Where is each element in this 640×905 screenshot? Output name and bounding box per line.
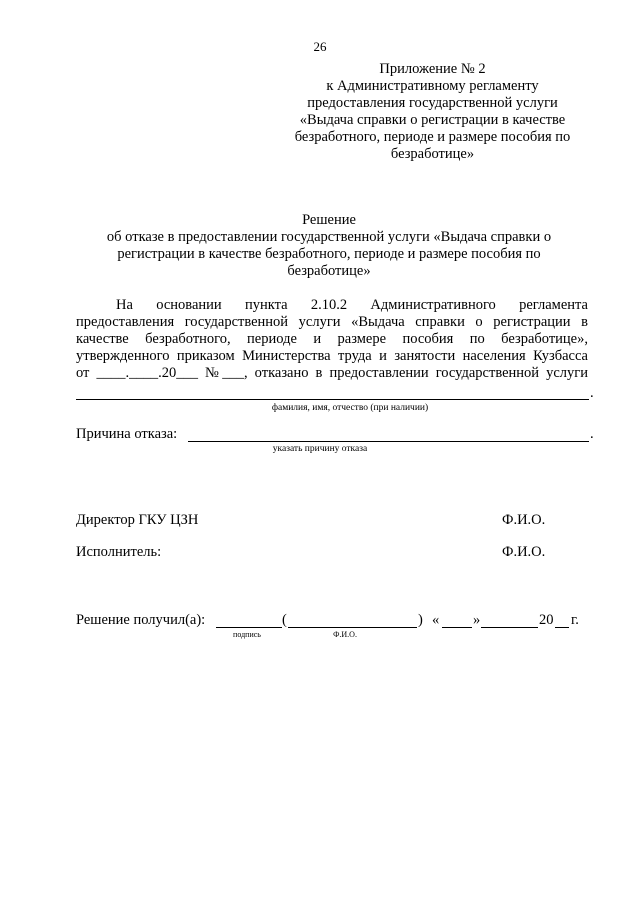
- fio-open-paren: (: [282, 612, 287, 628]
- body-line: утвержденного приказом Министерства труда и занятости населения Кузбасса: [76, 348, 588, 364]
- year-prefix: 20: [539, 612, 554, 628]
- director-fio: Ф.И.О.: [502, 512, 546, 528]
- title-line: регистрации в качестве безработного, периоде и размере пособия по: [117, 246, 541, 262]
- appendix-line: безработице»: [390, 146, 475, 162]
- page-number: 26: [313, 39, 327, 54]
- title-heading: Решение: [302, 212, 356, 228]
- appendix-line: безработного, периоде и размере пособия по: [294, 129, 571, 145]
- body-line: от ____.____.20___ №___, отказано в предоставлении государственной услуги: [76, 365, 588, 381]
- fio-short-caption: Ф.И.О.: [333, 630, 357, 639]
- fio-end-dot: .: [590, 385, 594, 401]
- signature-underline: [216, 627, 282, 628]
- executor-fio: Ф.И.О.: [502, 544, 546, 560]
- fio-underline: [76, 399, 589, 400]
- body-line: качестве безработного, периоде и размере пособия по безработице»,: [76, 331, 588, 347]
- appendix-line: к Административному регламенту: [326, 78, 539, 94]
- reason-caption: указать причину отказа: [272, 444, 368, 454]
- signature-caption: подпись: [233, 630, 261, 639]
- body-line: На основании пункта 2.10.2 Административного регламента: [116, 297, 588, 313]
- day-underline: [442, 627, 472, 628]
- date-quote-open: «: [432, 612, 440, 628]
- year-suffix: г.: [571, 612, 579, 628]
- received-label: Решение получил(а):: [76, 612, 206, 628]
- body-paragraph: [76, 297, 588, 382]
- appendix-line: Приложение № 2: [379, 61, 486, 77]
- fio-close-paren: ): [418, 612, 423, 628]
- title-line: безработице»: [287, 263, 371, 279]
- reason-end-dot: .: [590, 426, 594, 442]
- month-underline: [481, 627, 538, 628]
- executor-label: Исполнитель:: [76, 544, 162, 560]
- director-label: Директор ГКУ ЦЗН: [76, 512, 199, 528]
- appendix-line: предоставления государственной услуги: [307, 95, 558, 111]
- appendix-block: [285, 61, 580, 163]
- reason-underline: [188, 441, 589, 442]
- year-underline: [555, 627, 569, 628]
- reason-label: Причина отказа:: [76, 426, 178, 442]
- appendix-line: «Выдача справки о регистрации в качестве: [299, 112, 566, 128]
- decision-title: [70, 212, 588, 280]
- title-line: об отказе в предоставлении государственной услуги «Выдача справки о: [106, 229, 552, 245]
- body-line: предоставления государственной услуги «Выдача справки о регистрации в: [76, 314, 588, 330]
- received-fio-underline: [288, 627, 417, 628]
- fio-caption: фамилия, имя, отчество (при наличии): [271, 403, 429, 413]
- date-quote-close: »: [473, 612, 481, 628]
